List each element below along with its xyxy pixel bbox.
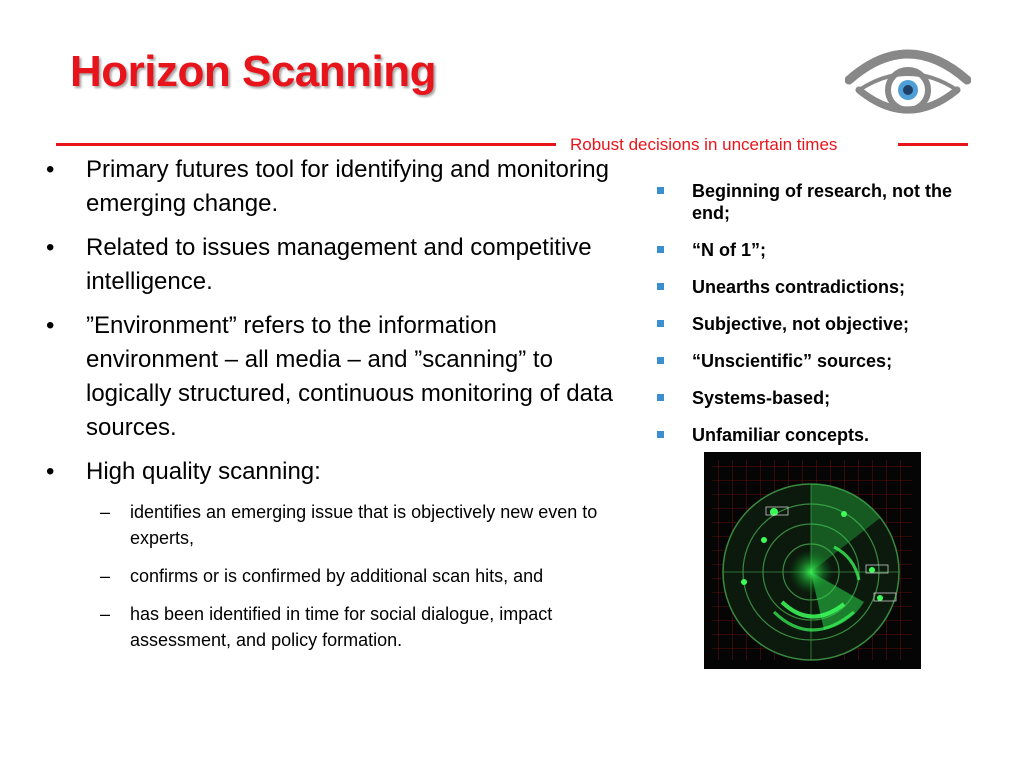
main-bullet-text: Primary futures tool for identifying and monitoring emerging change. — [86, 156, 609, 217]
main-bullet-item — [44, 153, 624, 221]
side-bullet-item: “N of 1”; — [654, 239, 984, 261]
main-bullet-text: Related to issues management and competitive intelligence. — [86, 234, 592, 295]
sub-bullet-item: – confirms or is confirmed by additional scan hits, and — [86, 563, 624, 589]
side-bullet-item: Systems-based; — [654, 387, 984, 409]
sub-bullet-list — [86, 499, 624, 653]
main-bullet-text: High quality scanning: — [86, 458, 321, 485]
main-bullet-text: ”Environment” refers to the information environment – all media – and ”scanning” to logically structured, continuous monitoring of data sources. — [86, 312, 613, 441]
sub-bullet-item: – identifies an emerging issue that is objectively new even to experts, — [86, 499, 624, 551]
main-bullet-list — [44, 153, 624, 665]
side-bullet-item: Beginning of research, not the end; — [654, 180, 984, 224]
main-bullet-item — [44, 231, 624, 299]
header-rule-left — [56, 143, 556, 146]
side-bullet-item: Unearths contradictions; — [654, 276, 984, 298]
side-bullet-list — [654, 180, 984, 461]
tagline: Robust decisions in uncertain times — [570, 135, 838, 154]
side-bullet-item: “Unscientific” sources; — [654, 350, 984, 372]
main-bullet-item — [44, 309, 624, 445]
slide-title: Horizon Scanning — [70, 47, 436, 96]
radar-scope-image — [704, 452, 921, 669]
eye-icon — [845, 38, 971, 128]
main-bullet-item — [44, 455, 624, 653]
header-rule-right — [898, 143, 968, 146]
side-bullet-item: Subjective, not objective; — [654, 313, 984, 335]
sub-bullet-item: – has been identified in time for social dialogue, impact assessment, and policy formation. — [86, 601, 624, 653]
side-bullet-item: Unfamiliar concepts. — [654, 424, 984, 446]
